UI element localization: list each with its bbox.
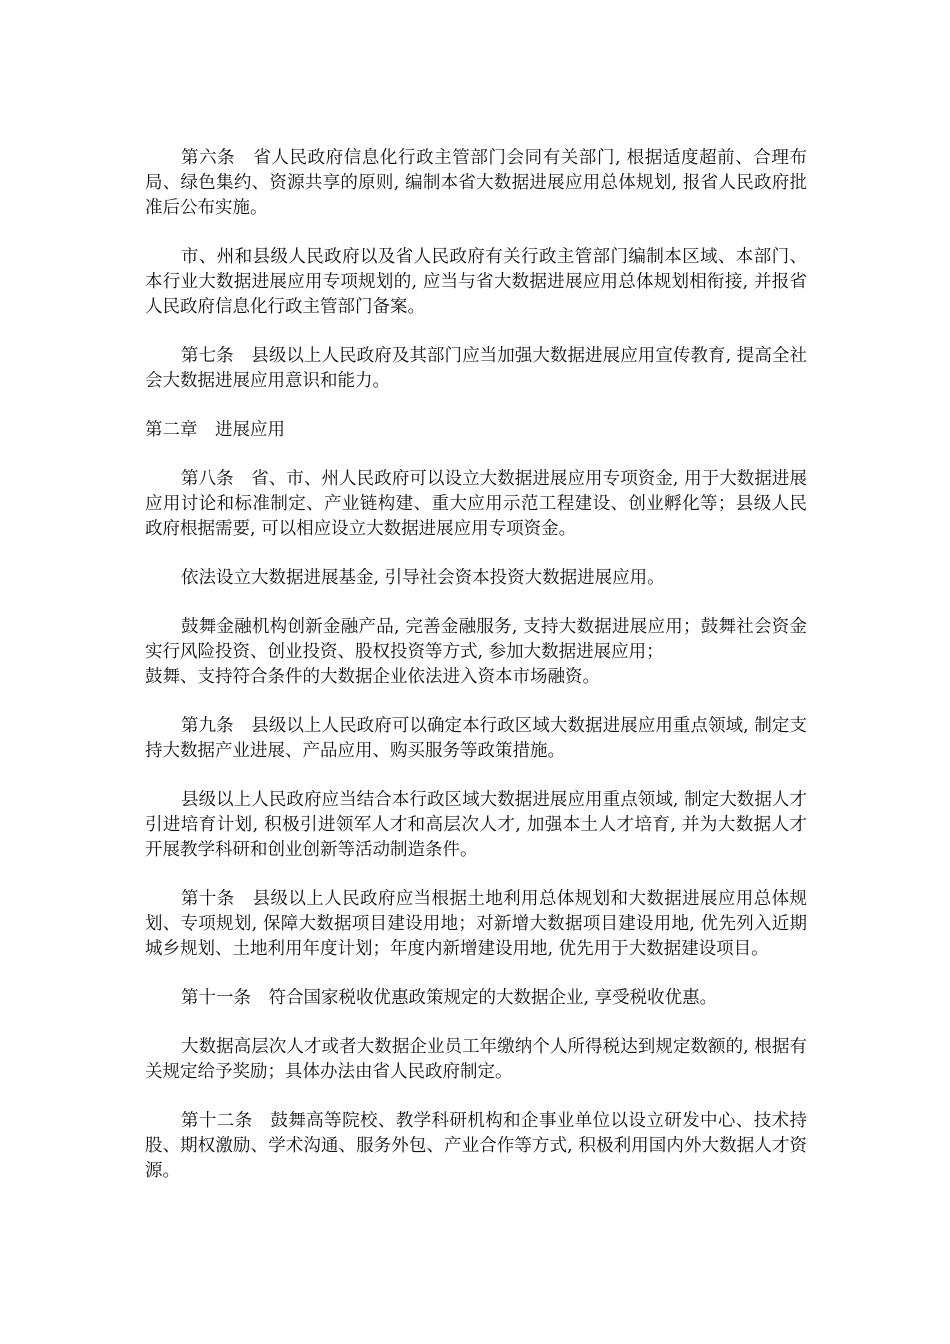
paragraph-article-8-finance: 鼓舞金融机构创新金融产品, 完善金融服务, 支持大数据进展应用；鼓舞社会资金实行风险投资、创业投资、股权投资等方式, 参加大数据进展应用； 鼓舞、支持符合条件的大数据企业依法进入资本市场融资。 [145, 617, 807, 687]
chapter-heading: 第二章 进展应用 [145, 420, 285, 440]
paragraph-article-11: 第十一条 符合国家税收优惠政策规定的大数据企业, 享受税收优惠。 [181, 988, 718, 1008]
paragraph-article-9-talent: 县级以上人民政府应当结合本行政区域大数据进展应用重点领域, 制定大数据人才引进培育计划, 积极引进领军人才和高层次人才, 加强本土人才培育, 并为大数据人才开展教学科研和创业创新等活动制造条件。 [145, 790, 807, 860]
paragraph-article-8: 第八条 省、市、州人民政府可以设立大数据进展应用专项资金, 用于大数据进展应用讨论和标准制定、产业链构建、重大应用示范工程建设、创业孵化等；县级人民政府根据需要, 可以相应设立大数据进展应用专项资金。 [145, 469, 807, 539]
paragraph-article-12: 第十二条 鼓舞高等院校、教学科研机构和企事业单位以设立研发中心、技术持股、期权激励、学术沟通、服务外包、产业合作等方式, 积极利用国内外大数据人才资源。 [145, 1111, 807, 1181]
paragraph-article-8-fund: 依法设立大数据进展基金, 引导社会资本投资大数据进展应用。 [181, 568, 665, 588]
paragraph-article-10: 第十条 县级以上人民政府应当根据土地利用总体规划和大数据进展应用总体规划、专项规划, 保障大数据项目建设用地；对新增大数据项目建设用地, 优先列入近期城乡规划、土地利用年度计划；年度内新增建设用地, 优先用于大数据建设项目。 [145, 889, 807, 959]
paragraph-article-6: 第六条 省人民政府信息化行政主管部门会同有关部门, 根据适度超前、合理布局、绿色集约、资源共享的原则, 编制本省大数据进展应用总体规划, 报省人民政府批准后公布实施。 [145, 148, 807, 218]
paragraph-article-6-cont: 市、州和县级人民政府以及省人民政府有关行政主管部门编制本区域、本部门、本行业大数据进展应用专项规划的, 应当与省大数据进展应用总体规划相衔接, 并报省人民政府信息化行政主管部门备案。 [145, 247, 807, 317]
paragraph-article-11-reward: 大数据高层次人才或者大数据企业员工年缴纳个人所得税达到规定数额的, 根据有关规定给予奖励；具体办法由省人民政府制定。 [145, 1037, 807, 1082]
document-page [145, 146, 807, 1208]
paragraph-article-7: 第七条 县级以上人民政府及其部门应当加强大数据进展应用宣传教育, 提高全社会大数据进展应用意识和能力。 [145, 346, 807, 391]
paragraph-article-9: 第九条 县级以上人民政府可以确定本行政区域大数据进展应用重点领域, 制定支持大数据产业进展、产品应用、购买服务等政策措施。 [145, 716, 807, 761]
